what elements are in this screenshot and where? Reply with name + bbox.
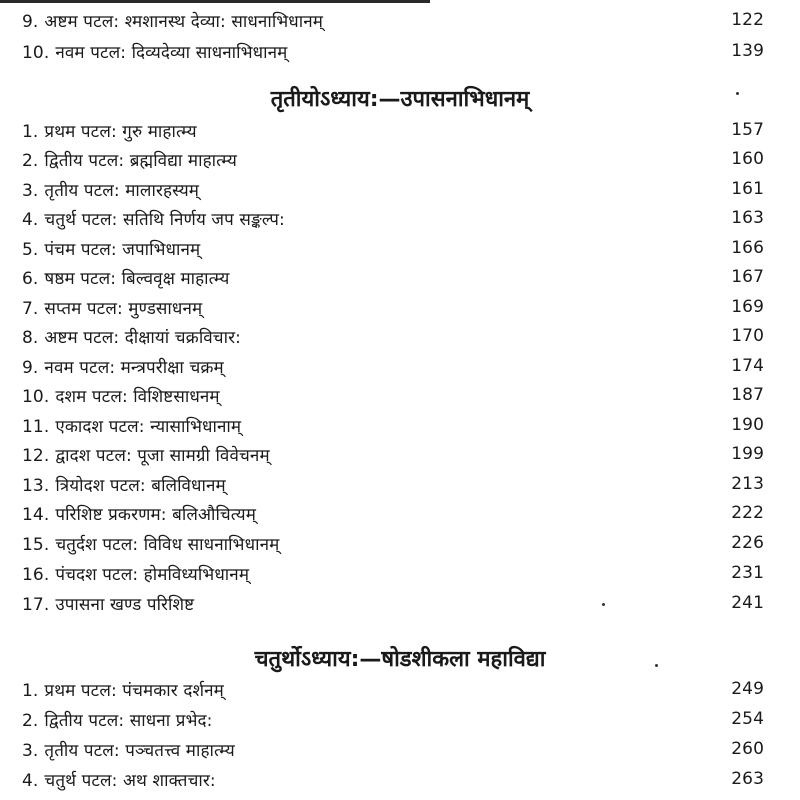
entry-number: 2. [22, 150, 39, 171]
entry-number: 4. [22, 209, 39, 230]
entry-title: तृतीय पटल: मालारहस्यम् [44, 180, 200, 201]
entry-page: 169 [731, 297, 764, 317]
entry-title: नवम पटल: दिव्यदेव्या साधनाभिधानम् [55, 42, 288, 63]
toc-entry [22, 176, 764, 202]
entry-number: 1. [22, 680, 39, 701]
entry-number: 15. [22, 534, 50, 555]
entry-title: उपासना खण्ड परिशिष्ट [55, 594, 195, 615]
entry-number: 1. [22, 121, 39, 142]
entry-page: 241 [731, 593, 764, 613]
toc-entry [22, 294, 764, 320]
toc-entry [22, 38, 764, 64]
print-speck [736, 92, 739, 95]
entry-title: तृतीय पटल: पञ्चतत्त्व माहात्म्य [44, 740, 235, 761]
entry-page: 163 [731, 208, 764, 228]
print-speck [655, 664, 658, 667]
entry-title: द्वादश पटल: पूजा सामग्री विवेचनम् [55, 445, 270, 466]
toc-entry [22, 471, 764, 497]
entry-title: पंचदश पटल: होमविध्यभिधानम् [55, 564, 250, 585]
entry-page: 157 [731, 120, 764, 140]
toc-entry [22, 353, 764, 379]
toc-entry [22, 323, 764, 349]
entry-title: द्वितीय पटल: ब्रह्मविद्या माहात्म्य [44, 150, 237, 171]
entry-page: 231 [731, 563, 764, 583]
entry-page: 161 [731, 179, 764, 199]
entry-number: 12. [22, 445, 50, 466]
entry-title: षष्ठम पटल: बिल्ववृक्ष माहात्म्य [44, 268, 230, 289]
toc-entry [22, 530, 764, 556]
entry-number: 3. [22, 180, 39, 201]
entry-page: 226 [731, 533, 764, 553]
entry-page: 167 [731, 267, 764, 287]
entry-number: 17. [22, 594, 50, 615]
entry-number: 10. [22, 386, 50, 407]
entry-page: 260 [731, 739, 764, 759]
entry-number: 11. [22, 416, 50, 437]
entry-page: 160 [731, 149, 764, 169]
entry-number: 8. [22, 327, 39, 348]
entry-page: 213 [731, 474, 764, 494]
entry-page: 139 [731, 41, 764, 61]
toc-entry [22, 235, 764, 261]
entry-number: 14. [22, 504, 50, 525]
toc-entry [22, 500, 764, 526]
toc-entry [22, 441, 764, 467]
entry-number: 7. [22, 298, 39, 319]
entry-title: चतुर्दश पटल: विविध साधनाभिधानम् [55, 534, 280, 555]
entry-title: नवम पटल: मन्त्रपरीक्षा चक्रम् [44, 357, 224, 378]
entry-title: द्वितीय पटल: साधना प्रभेद: [44, 710, 213, 731]
toc-entry [22, 766, 764, 792]
top-rule [0, 0, 430, 3]
entry-page: 166 [731, 238, 764, 258]
toc-entry [22, 382, 764, 408]
entry-number: 13. [22, 475, 50, 496]
entry-title: चतुर्थ पटल: अथ शाक्तचार: [44, 770, 216, 791]
entry-number: 2. [22, 710, 39, 731]
toc-entry [22, 590, 764, 616]
entry-number: 10. [22, 42, 50, 63]
entry-title: त्रियोदश पटल: बलिविधानम् [55, 475, 226, 496]
entry-page: 170 [731, 326, 764, 346]
entry-title: अष्टम पटल: श्मशानस्थ देव्या: साधनाभिधानम् [44, 11, 324, 32]
entry-title: पंचम पटल: जपाभिधानम् [44, 239, 201, 260]
entry-page: 187 [731, 385, 764, 405]
entry-page: 199 [731, 444, 764, 464]
toc-entry [22, 560, 764, 586]
toc-entry [22, 736, 764, 762]
entry-page: 174 [731, 356, 764, 376]
entry-title: अष्टम पटल: दीक्षायां चक्रविचार: [44, 327, 241, 348]
entry-title: एकादश पटल: न्यासाभिधानाम् [55, 416, 242, 437]
entry-title: प्रथम पटल: गुरु माहात्म्य [44, 121, 197, 142]
toc-entry [22, 7, 764, 33]
entry-title: सप्तम पटल: मुण्डसाधनम् [44, 298, 203, 319]
entry-page: 254 [731, 709, 764, 729]
entry-page: 222 [731, 503, 764, 523]
entry-title: प्रथम पटल: पंचमकार दर्शनम् [44, 680, 224, 701]
entry-number: 9. [22, 357, 39, 378]
entry-page: 249 [731, 679, 764, 699]
entry-title: परिशिष्ट प्रकरणम: बलिऔचित्यम् [55, 504, 257, 525]
toc-entry [22, 117, 764, 143]
entry-title: दशम पटल: विशिष्टसाधनम् [55, 386, 220, 407]
entry-number: 9. [22, 11, 39, 32]
entry-page: 190 [731, 415, 764, 435]
entry-number: 16. [22, 564, 50, 585]
toc-entry [22, 412, 764, 438]
toc-entry [22, 676, 764, 702]
chapter-heading-4: चतुर्थोऽध्याय:—षोडशीकला महाविद्या [254, 647, 546, 672]
toc-entry [22, 205, 764, 231]
entry-number: 5. [22, 239, 39, 260]
entry-page: 263 [731, 769, 764, 789]
entry-title: चतुर्थ पटल: सतिथि निर्णय जप सङ्कल्प: [44, 209, 285, 230]
entry-page: 122 [731, 10, 764, 30]
toc-entry [22, 264, 764, 290]
chapter-heading-3: तृतीयोऽध्याय:—उपासनाभिधानम् [270, 87, 530, 112]
entry-number: 3. [22, 740, 39, 761]
toc-entry [22, 146, 764, 172]
entry-number: 6. [22, 268, 39, 289]
print-speck [602, 603, 605, 606]
entry-number: 4. [22, 770, 39, 791]
toc-entry [22, 706, 764, 732]
